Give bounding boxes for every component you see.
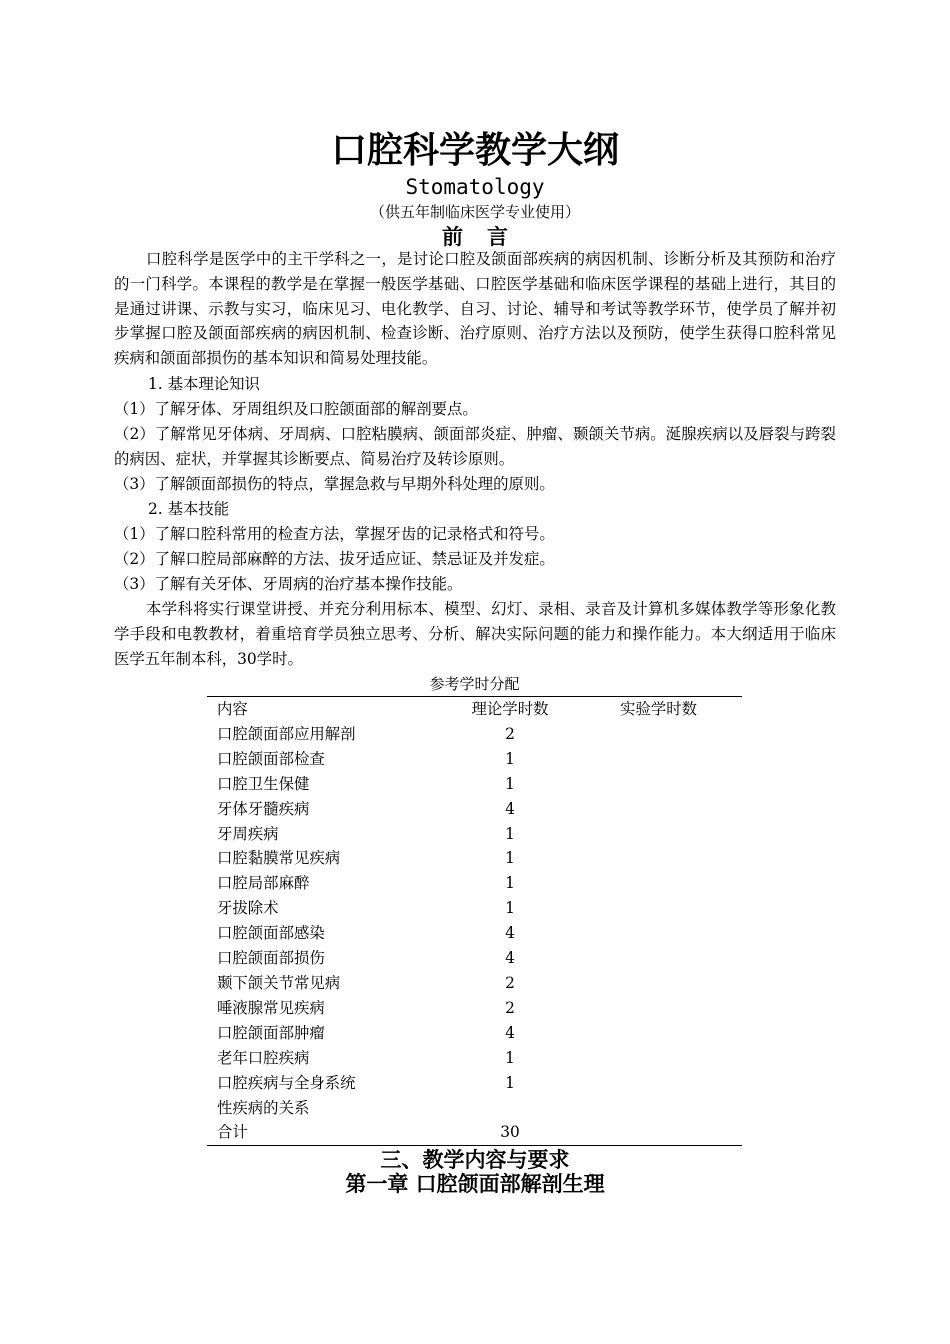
row-content: 颞下颌关节常见病 bbox=[217, 973, 341, 992]
row-theory-hours: 1 bbox=[505, 849, 515, 868]
row-content: 口腔颌面部检查 bbox=[217, 749, 325, 768]
table-row bbox=[207, 1096, 742, 1121]
header-content: 内容 bbox=[217, 700, 248, 718]
row-theory-hours: 4 bbox=[505, 924, 515, 943]
table-header-row bbox=[207, 697, 742, 722]
theory-item: （3）了解颌面部损伤的特点，掌握急救与早期外科处理的原则。 bbox=[114, 475, 555, 493]
table-row bbox=[207, 846, 742, 871]
skills-item: （1）了解口腔科常用的检查方法，掌握牙齿的记录格式和符号。 bbox=[114, 525, 555, 543]
skills-heading: 2. 基本技能 bbox=[148, 500, 230, 518]
theory-item: （1）了解牙体、牙周组织及口腔颌面部的解剖要点。 bbox=[114, 400, 478, 418]
table-row bbox=[207, 772, 742, 797]
table-row bbox=[207, 1046, 742, 1071]
row-lab-hours bbox=[575, 747, 742, 772]
table-total-row bbox=[207, 1120, 742, 1145]
row-theory-hours bbox=[445, 1096, 575, 1121]
row-lab-hours bbox=[575, 1071, 742, 1096]
row-theory-hours: 4 bbox=[505, 949, 515, 968]
header-lab-hours: 实验学时数 bbox=[620, 700, 697, 718]
table-row bbox=[207, 722, 742, 747]
closing-paragraph: 本学科将实行课堂讲授、并充分利用标本、模型、幻灯、录相、录音及计算机多媒体教学等形象化教学手段和电教教材，着重培育学员独立思考、分析、解决实际问题的能力和操作能力。本大纲适用于临床医学五年制本科，30学时。 bbox=[114, 600, 836, 668]
table-row bbox=[207, 896, 742, 921]
reference-hours-table bbox=[207, 697, 742, 1145]
row-content: 口腔颌面部感染 bbox=[217, 924, 325, 943]
table-row bbox=[207, 996, 742, 1021]
table-row bbox=[207, 1021, 742, 1046]
table-row bbox=[207, 1071, 742, 1096]
table-row bbox=[207, 822, 742, 847]
skills-item: （2）了解口腔局部麻醉的方法、拔牙适应证、禁忌证及并发症。 bbox=[114, 550, 555, 568]
table-row bbox=[207, 921, 742, 946]
total-label: 合计 bbox=[217, 1123, 248, 1142]
row-content: 口腔颌面部损伤 bbox=[217, 949, 325, 968]
table-row bbox=[207, 971, 742, 996]
theory-heading: 1. 基本理论知识 bbox=[148, 375, 260, 393]
row-content: 老年口腔疾病 bbox=[217, 1048, 310, 1067]
row-lab-hours bbox=[575, 921, 742, 946]
row-content: 牙拔除术 bbox=[217, 899, 279, 918]
chapter-heading: 第一章 口腔颌面部解剖生理 bbox=[345, 1171, 605, 1196]
total-lab-hours bbox=[575, 1120, 742, 1145]
row-theory-hours: 1 bbox=[505, 824, 515, 843]
row-theory-hours: 2 bbox=[505, 973, 515, 992]
row-lab-hours bbox=[575, 871, 742, 896]
row-content: 口腔局部麻醉 bbox=[217, 874, 310, 893]
row-content: 口腔颌面部应用解剖 bbox=[217, 724, 356, 743]
english-subtitle: Stomatology bbox=[405, 175, 545, 199]
row-lab-hours bbox=[575, 946, 742, 971]
row-theory-hours: 2 bbox=[505, 724, 515, 743]
row-content: 性疾病的关系 bbox=[217, 1098, 310, 1117]
table-row bbox=[207, 871, 742, 896]
row-theory-hours: 1 bbox=[505, 774, 515, 793]
table-row bbox=[207, 747, 742, 772]
header-theory-hours: 理论学时数 bbox=[471, 700, 549, 718]
row-content: 唾液腺常见疾病 bbox=[217, 998, 325, 1017]
document-title: 口腔科学教学大纲 bbox=[330, 129, 619, 171]
row-theory-hours: 4 bbox=[505, 1023, 515, 1042]
table-caption: 参考学时分配 bbox=[429, 675, 520, 693]
row-theory-hours: 1 bbox=[505, 749, 515, 768]
table-row bbox=[207, 797, 742, 822]
row-lab-hours bbox=[575, 1046, 742, 1071]
row-content: 口腔黏膜常见疾病 bbox=[217, 849, 341, 868]
row-lab-hours bbox=[575, 722, 742, 747]
row-theory-hours: 1 bbox=[505, 1073, 515, 1092]
row-theory-hours: 1 bbox=[505, 874, 515, 893]
row-lab-hours bbox=[575, 822, 742, 847]
row-theory-hours: 1 bbox=[505, 1048, 515, 1067]
row-theory-hours: 4 bbox=[505, 799, 515, 818]
row-content: 牙周疾病 bbox=[217, 824, 279, 843]
row-lab-hours bbox=[575, 996, 742, 1021]
row-lab-hours bbox=[575, 971, 742, 996]
row-lab-hours bbox=[575, 797, 742, 822]
table-row bbox=[207, 946, 742, 971]
row-content: 牙体牙髓疾病 bbox=[217, 799, 310, 818]
row-lab-hours bbox=[575, 846, 742, 871]
usage-note: （供五年制临床医学专业使用） bbox=[369, 203, 580, 221]
row-theory-hours: 2 bbox=[505, 998, 515, 1017]
row-content: 口腔疾病与全身系统 bbox=[217, 1073, 356, 1092]
row-theory-hours: 1 bbox=[505, 899, 515, 918]
row-lab-hours bbox=[575, 896, 742, 921]
row-lab-hours bbox=[575, 772, 742, 797]
preface-heading: 前言 bbox=[442, 224, 532, 249]
row-content: 口腔卫生保健 bbox=[217, 774, 310, 793]
preface-paragraph: 口腔科学是医学中的主干学科之一，是讨论口腔及颌面部疾病的病因机制、诊断分析及其预防和治疗的一门科学。本课程的教学是在掌握一般医学基础、口腔医学基础和临床医学课程的基础上进行，其目的是通过讲课、示教与实习，临床见习、电化教学、自习、讨论、辅导和考试等教学环节，使学员了解并初步掌握口腔及颌面部疾病的病因机制、检查诊断、治疗原则、治疗方法以及预防，使学生获得口腔科常见疾病和颌面部损伤的基本知识和简易处理技能。 bbox=[114, 250, 836, 368]
row-lab-hours bbox=[575, 1096, 742, 1121]
section-heading: 三、教学内容与要求 bbox=[380, 1147, 570, 1172]
row-lab-hours bbox=[575, 1021, 742, 1046]
skills-item: （3）了解有关牙体、牙周病的治疗基本操作技能。 bbox=[114, 575, 463, 593]
row-content: 口腔颌面部肿瘤 bbox=[217, 1023, 325, 1042]
total-theory-hours: 30 bbox=[500, 1123, 520, 1142]
theory-item: （2）了解常见牙体病、牙周病、口腔粘膜病、颌面部炎症、肿瘤、颞颌关节病。涎腺疾病以及唇裂与跨裂的病因、症状，并掌握其诊断要点、简易治疗及转诊原则。 bbox=[114, 425, 836, 468]
